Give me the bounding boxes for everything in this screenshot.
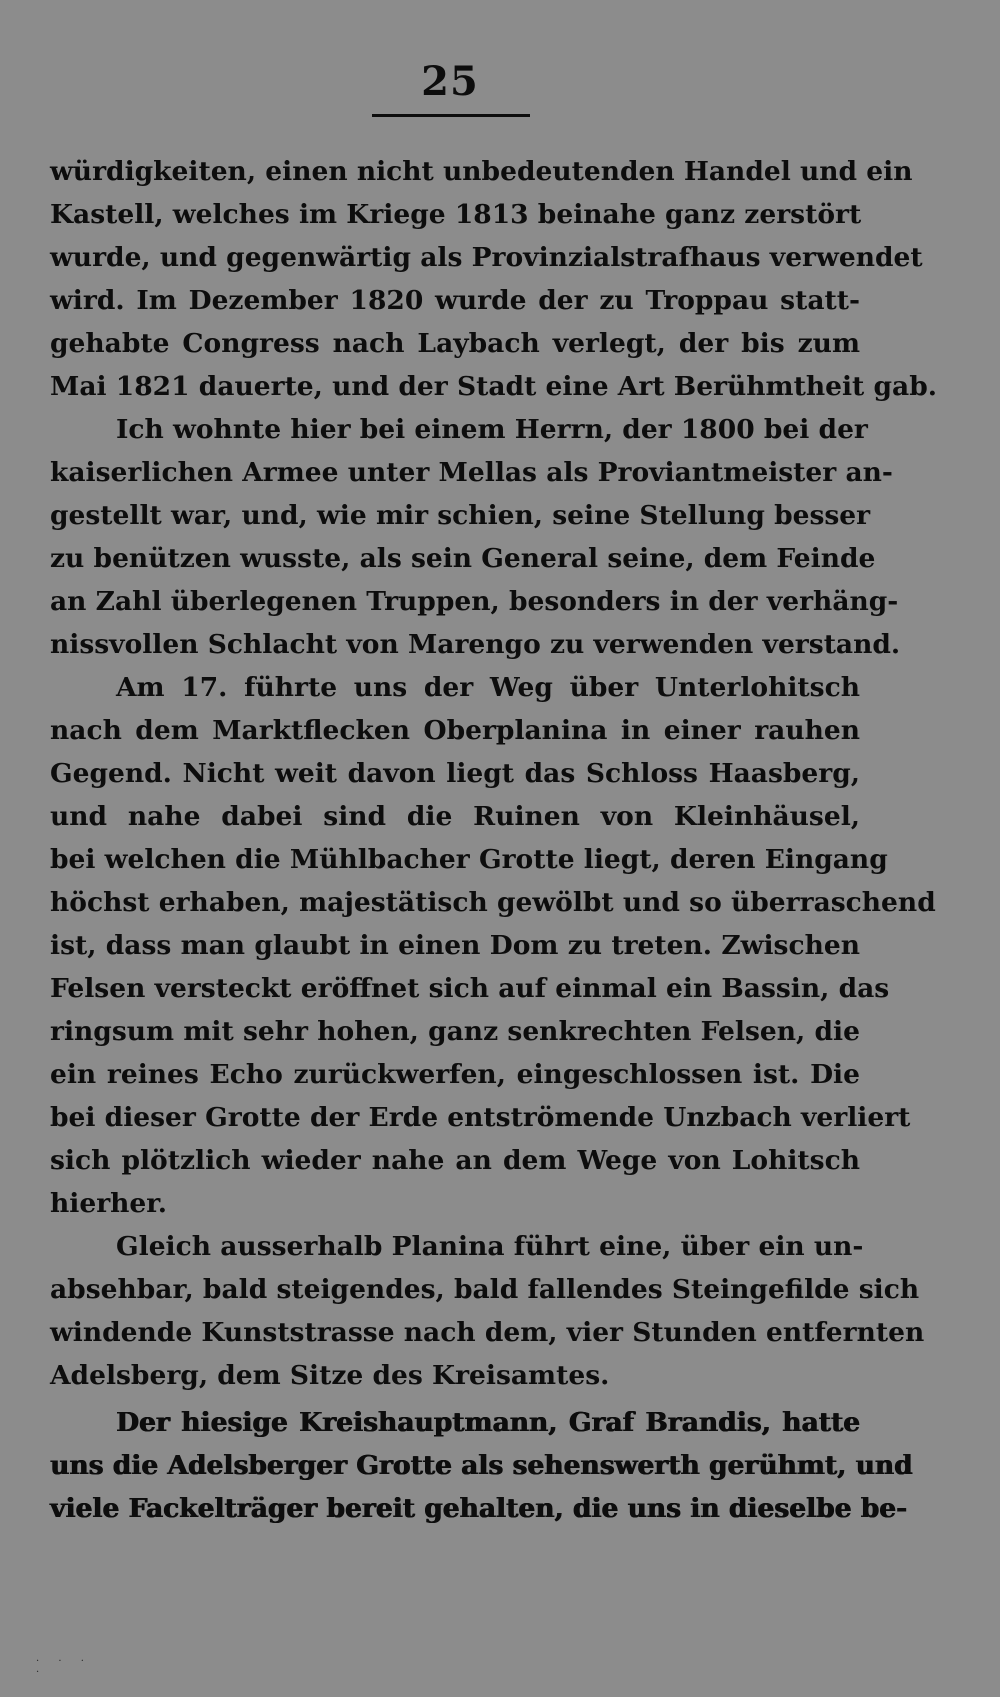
page-number: 25 (421, 58, 479, 105)
text-line: sich plötzlich wieder nahe an dem Wege von Lohitsch (50, 1145, 860, 1176)
text-line: hierher. (50, 1188, 168, 1219)
text-line: höchst erhaben, majestätisch gewölbt und so überraschend (50, 887, 936, 918)
body-text (50, 150, 937, 1530)
text-line: windende Kunststrasse nach dem, vier Stunden entfernten (50, 1317, 925, 1348)
header-rule (372, 114, 530, 117)
text-line: Felsen versteckt eröffnet sich auf einmal ein Bassin, das (50, 973, 890, 1004)
text-line: bei welchen die Mühlbacher Grotte liegt, deren Eingang (50, 844, 888, 875)
text-line: nissvollen Schlacht von Marengo zu verwenden verstand. (50, 629, 901, 660)
text-line: Ich wohnte hier bei einem Herrn, der 1800 bei der (116, 414, 868, 445)
text-line: bei dieser Grotte der Erde entströmende Unzbach verliert (50, 1102, 911, 1133)
text-line: würdigkeiten, einen nicht unbedeutenden Handel und ein (50, 156, 913, 187)
text-line: gehabte Congress nach Laybach verlegt, der bis zum (50, 328, 860, 359)
text-line: ringsum mit sehr hohen, ganz senkrechten Felsen, die (50, 1016, 860, 1047)
text-line: an Zahl überlegenen Truppen, besonders in der verhäng- (50, 586, 899, 617)
text-line: Mai 1821 dauerte, und der Stadt eine Art Berühmtheit gab. (50, 371, 937, 402)
text-line: kaiserlichen Armee unter Mellas als Proviantmeister an- (50, 457, 893, 488)
text-line: wurde, und gegenwärtig als Provinzialstrafhaus verwendet (50, 242, 923, 273)
text-line: und nahe dabei sind die Ruinen von Kleinhäusel, (50, 801, 860, 832)
text-line: ist, dass man glaubt in einen Dom zu treten. Zwischen (50, 930, 860, 961)
text-line: uns die Adelsberger Grotte als sehenswerth gerühmt, und (50, 1450, 913, 1481)
text-line: nach dem Marktflecken Oberplanina in einer rauhen (50, 715, 860, 746)
text-line: Kastell, welches im Kriege 1813 beinahe ganz zerstört (50, 199, 862, 230)
text-line: Gleich ausserhalb Planina führt eine, über ein un- (116, 1231, 864, 1262)
text-line: Gegend. Nicht weit davon liegt das Schloss Haasberg, (50, 758, 860, 789)
text-line: Der hiesige Kreishauptmann, Graf Brandis, hatte (116, 1407, 860, 1438)
text-line: zu benützen wusste, als sein General seine, dem Feinde (50, 543, 876, 574)
text-line: absehbar, bald steigendes, bald fallendes Steingefilde sich (50, 1274, 920, 1305)
text-line: wird. Im Dezember 1820 wurde der zu Troppau statt- (50, 285, 860, 316)
scan-speckle: · · · · (36, 1656, 92, 1678)
text-line: gestellt war, und, wie mir schien, seine Stellung besser (50, 500, 871, 531)
text-line: Adelsberg, dem Sitze des Kreisamtes. (50, 1360, 610, 1391)
text-line: Am 17. führte uns der Weg über Unterlohitsch (116, 672, 860, 703)
text-line: ein reines Echo zurückwerfen, eingeschlossen ist. Die (50, 1059, 860, 1090)
text-line: viele Fackelträger bereit gehalten, die uns in dieselbe be- (50, 1493, 908, 1524)
